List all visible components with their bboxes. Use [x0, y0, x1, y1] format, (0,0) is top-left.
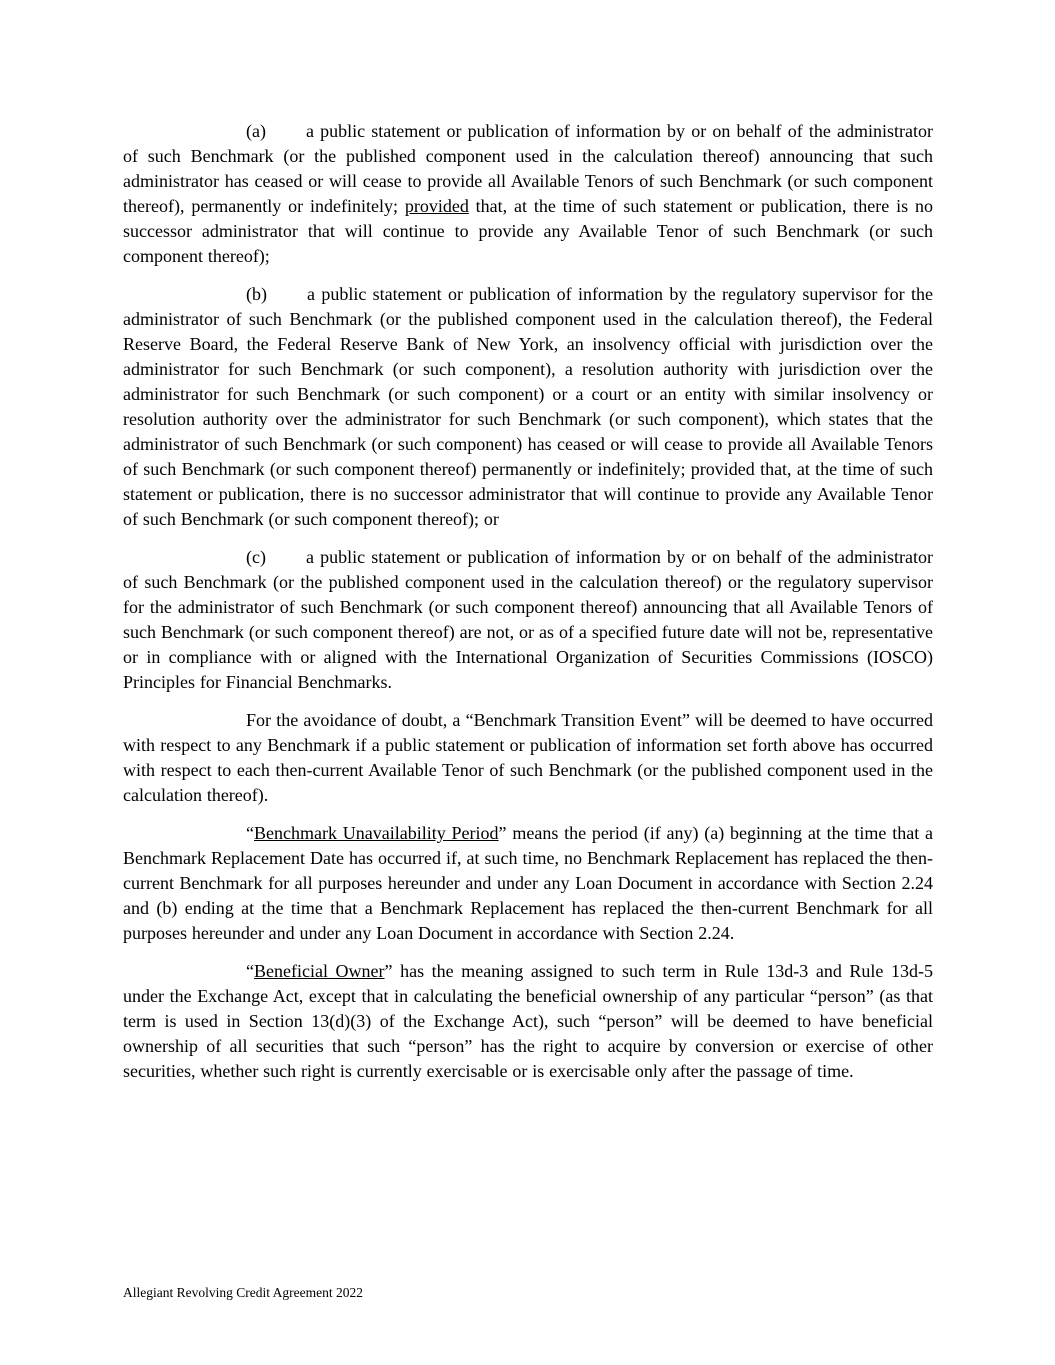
- clause-label: (c): [246, 547, 266, 567]
- footer-document-title: Allegiant Revolving Credit Agreement 2022: [123, 1285, 363, 1300]
- text-segment: For the avoidance of doubt, a “Benchmark Transition Event” will be deemed to have occurred with respect to any Benchmark if a public statement or publication of information set forth above has occurred with respect to each then-current Available Tenor of such Benchmark (or the published component used in the calculation thereof).: [123, 710, 933, 805]
- document-body: [123, 119, 933, 1097]
- underlined-term-provided: provided: [404, 196, 469, 216]
- clause-label: (a): [246, 121, 266, 141]
- text-segment: “: [246, 961, 254, 981]
- clause-label: (b): [246, 284, 267, 304]
- text-segment: that, at the time of such statement or publication, there is no successor administrator that will continue to provide any Available Tenor of such Benchmark (or such component thereof);: [123, 196, 933, 266]
- text-segment: “: [246, 823, 254, 843]
- text-segment: a public statement or publication of information by the regulatory supervisor for the administrator of such Benchmark (or the published component used in the calculation thereof), the Federal Reserve Board, the Federal Reserve Bank of New York, an insolvency official with jurisdiction over the administrator for such Benchmark (or such component), a resolution authority with jurisdiction over the administrator for such Benchmark (or such component) or a court or an entity with similar insolvency or resolution authority over the administrator for such Benchmark (or such component), which states that the administrator of such Benchmark (or such component) has ceased or will cease to provide all Available Tenors of such Benchmark (or such component thereof) permanently or indefinitely; provided that, at the time of such statement or publication, there is no successor administrator that will continue to provide any Available Tenor of such Benchmark (or such component thereof); or: [123, 284, 933, 529]
- paragraph-benchmark-unavailability-period: [123, 821, 933, 946]
- paragraph-clause-c: [123, 545, 933, 695]
- paragraph-beneficial-owner: [123, 959, 933, 1084]
- text-segment: ” means the period (if any) (a) beginning at the time that a Benchmark Replacement Date has occurred if, at such time, no Benchmark Replacement has replaced the then-current Benchmark for all purposes hereunder and under any Loan Document in accordance with Section 2.24 and (b) ending at the time that a Benchmark Replacement has replaced the then-current Benchmark for all purposes hereunder and under any Loan Document in accordance with Section 2.24.: [123, 823, 933, 943]
- text-segment: a public statement or publication of information by or on behalf of the administrator of such Benchmark (or the published component used in the calculation thereof) or the regulatory supervisor for the administrator of such Benchmark (or such component thereof) announcing that all Available Tenors of such Benchmark (or such component thereof) are not, or as of a specified future date will not be, representative or in compliance with or aligned with the International Organization of Securities Commissions (IOSCO) Principles for Financial Benchmarks.: [123, 547, 933, 692]
- paragraph-clause-a: [123, 119, 933, 269]
- text-segment: a public statement or publication of information by or on behalf of the administrator of such Benchmark (or the published component used in the calculation thereof) announcing that such administrator has ceased or will cease to provide all Available Tenors of such Benchmark (or such component thereof), permanently or indefinitely;: [123, 121, 933, 216]
- underlined-term-benchmark-unavailability-period: Benchmark Unavailability Period: [254, 823, 499, 843]
- paragraph-clause-b: [123, 282, 933, 532]
- underlined-term-beneficial-owner: Beneficial Owner: [254, 961, 385, 981]
- paragraph-avoidance-of-doubt: [123, 708, 933, 808]
- text-segment: ” has the meaning assigned to such term in Rule 13d-3 and Rule 13d-5 under the Exchange Act, except that in calculating the beneficial ownership of any particular “person” (as that term is used in Section 13(d)(3) of the Exchange Act), such “person” will be deemed to have beneficial ownership of all securities that such “person” has the right to acquire by conversion or exercise of other securities, whether such right is currently exercisable or is exercisable only after the passage of time.: [123, 961, 933, 1081]
